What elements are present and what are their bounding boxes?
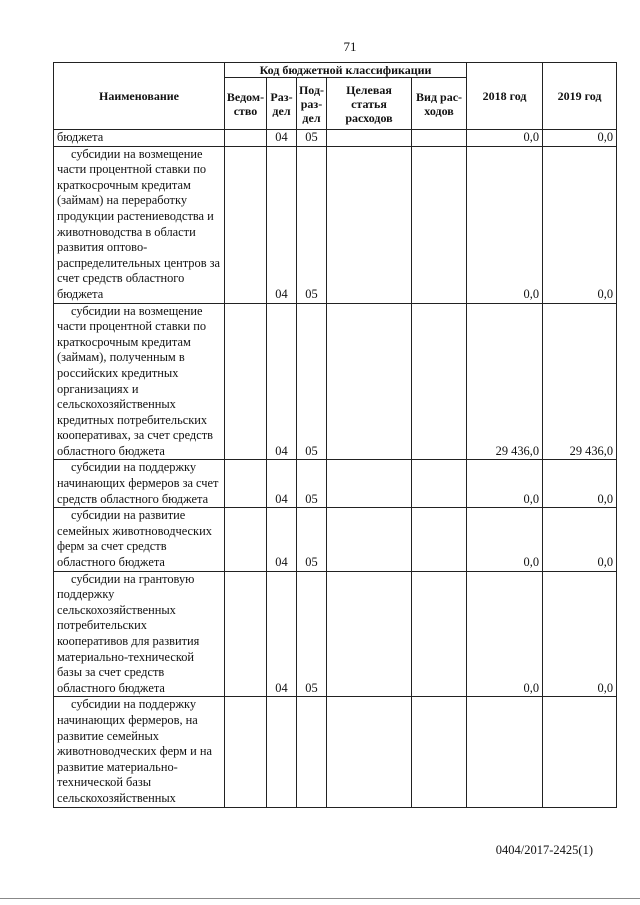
table-row [54,146,617,303]
header-expense-type: Вид рас-ходов [412,78,467,130]
row-subsection: 05 [297,508,327,571]
row-section: 04 [267,303,297,460]
document-code: 0404/2017-2425(1) [495,843,593,857]
row-amount-2019: 0,0 [543,130,617,147]
table-row [54,508,617,571]
row-department [225,146,267,303]
header-subsection: Под-раз-дел [297,78,327,130]
row-amount-2019 [543,697,617,807]
row-name-text: субсидии на развитие семейных животноводческих ферм за счет средств областного бюджета [57,508,212,570]
row-department [225,460,267,508]
row-name [54,146,225,303]
row-section: 04 [267,130,297,147]
row-target-item [327,130,412,147]
row-subsection: 05 [297,303,327,460]
row-subsection: 05 [297,571,327,697]
row-amount-2018 [467,697,543,807]
row-amount-2019: 0,0 [543,460,617,508]
row-amount-2018: 0,0 [467,571,543,697]
row-section [267,697,297,807]
row-department [225,130,267,147]
header-section: Раз-дел [267,78,297,130]
header-department: Ведом-ство [225,78,267,130]
budget-table [53,62,617,808]
row-expense-type [412,508,467,571]
row-expense-type [412,303,467,460]
row-section: 04 [267,508,297,571]
row-amount-2019: 0,0 [543,508,617,571]
row-subsection: 05 [297,146,327,303]
row-expense-type [412,571,467,697]
row-subsection: 05 [297,130,327,147]
row-name [54,571,225,697]
row-department [225,697,267,807]
row-name-text: субсидии на поддержку начинающих фермеров за счет средств областного бюджета [57,460,219,506]
row-expense-type [412,146,467,303]
row-expense-type [412,460,467,508]
table-row [54,130,617,147]
row-amount-2018: 0,0 [467,130,543,147]
row-name-text: субсидии на грантовую поддержку сельскохозяйственных потребительских кооперативов для развития материально-технической базы за счет средств областного бюджета [57,571,200,695]
row-amount-2018: 29 436,0 [467,303,543,460]
row-expense-type [412,130,467,147]
bottom-divider [0,898,640,899]
row-amount-2018: 0,0 [467,146,543,303]
table-row [54,460,617,508]
header-year-2018: 2018 год [467,63,543,130]
row-department [225,303,267,460]
header-year-2019: 2019 год [543,63,617,130]
table-row [54,697,617,807]
row-amount-2018: 0,0 [467,508,543,571]
row-name-text: субсидии на возмещение части процентной ставки по краткосрочным кредитам (займам), полученным в российских кредитных организациях и сельскохозяйственных кредитных потребительских кооперативах, за счет средств областного бюджета [57,303,213,458]
header-target-item: Целевая статья расходов [327,78,412,130]
row-target-item [327,571,412,697]
row-name [54,508,225,571]
page-number: 71 [343,39,357,54]
row-department [225,571,267,697]
row-expense-type [412,697,467,807]
row-name-text: субсидии на поддержку начинающих фермеров, на развитие семейных животноводческих ферм и на развитие материально-технической базы сельскохозяйственных [57,697,212,805]
row-name-text: субсидии на возмещение части процентной ставки по краткосрочным кредитам (займам) на переработку продукции растениеводства и животноводства в области развития оптово-распределительных центров за счет средств областного бюджета [57,146,221,301]
table-row [54,303,617,460]
row-name: бюджета [54,130,225,147]
row-target-item [327,303,412,460]
header-classification-group: Код бюджетной классификации [225,63,467,78]
row-target-item [327,460,412,508]
row-section: 04 [267,146,297,303]
row-target-item [327,146,412,303]
row-name [54,697,225,807]
row-section: 04 [267,460,297,508]
row-amount-2018: 0,0 [467,460,543,508]
row-amount-2019: 0,0 [543,571,617,697]
row-amount-2019: 0,0 [543,146,617,303]
header-name: Наименование [54,63,225,130]
row-amount-2019: 29 436,0 [543,303,617,460]
row-subsection [297,697,327,807]
row-name [54,303,225,460]
row-subsection: 05 [297,460,327,508]
row-section: 04 [267,571,297,697]
row-target-item [327,697,412,807]
row-name [54,460,225,508]
table-row [54,571,617,697]
row-target-item [327,508,412,571]
row-department [225,508,267,571]
